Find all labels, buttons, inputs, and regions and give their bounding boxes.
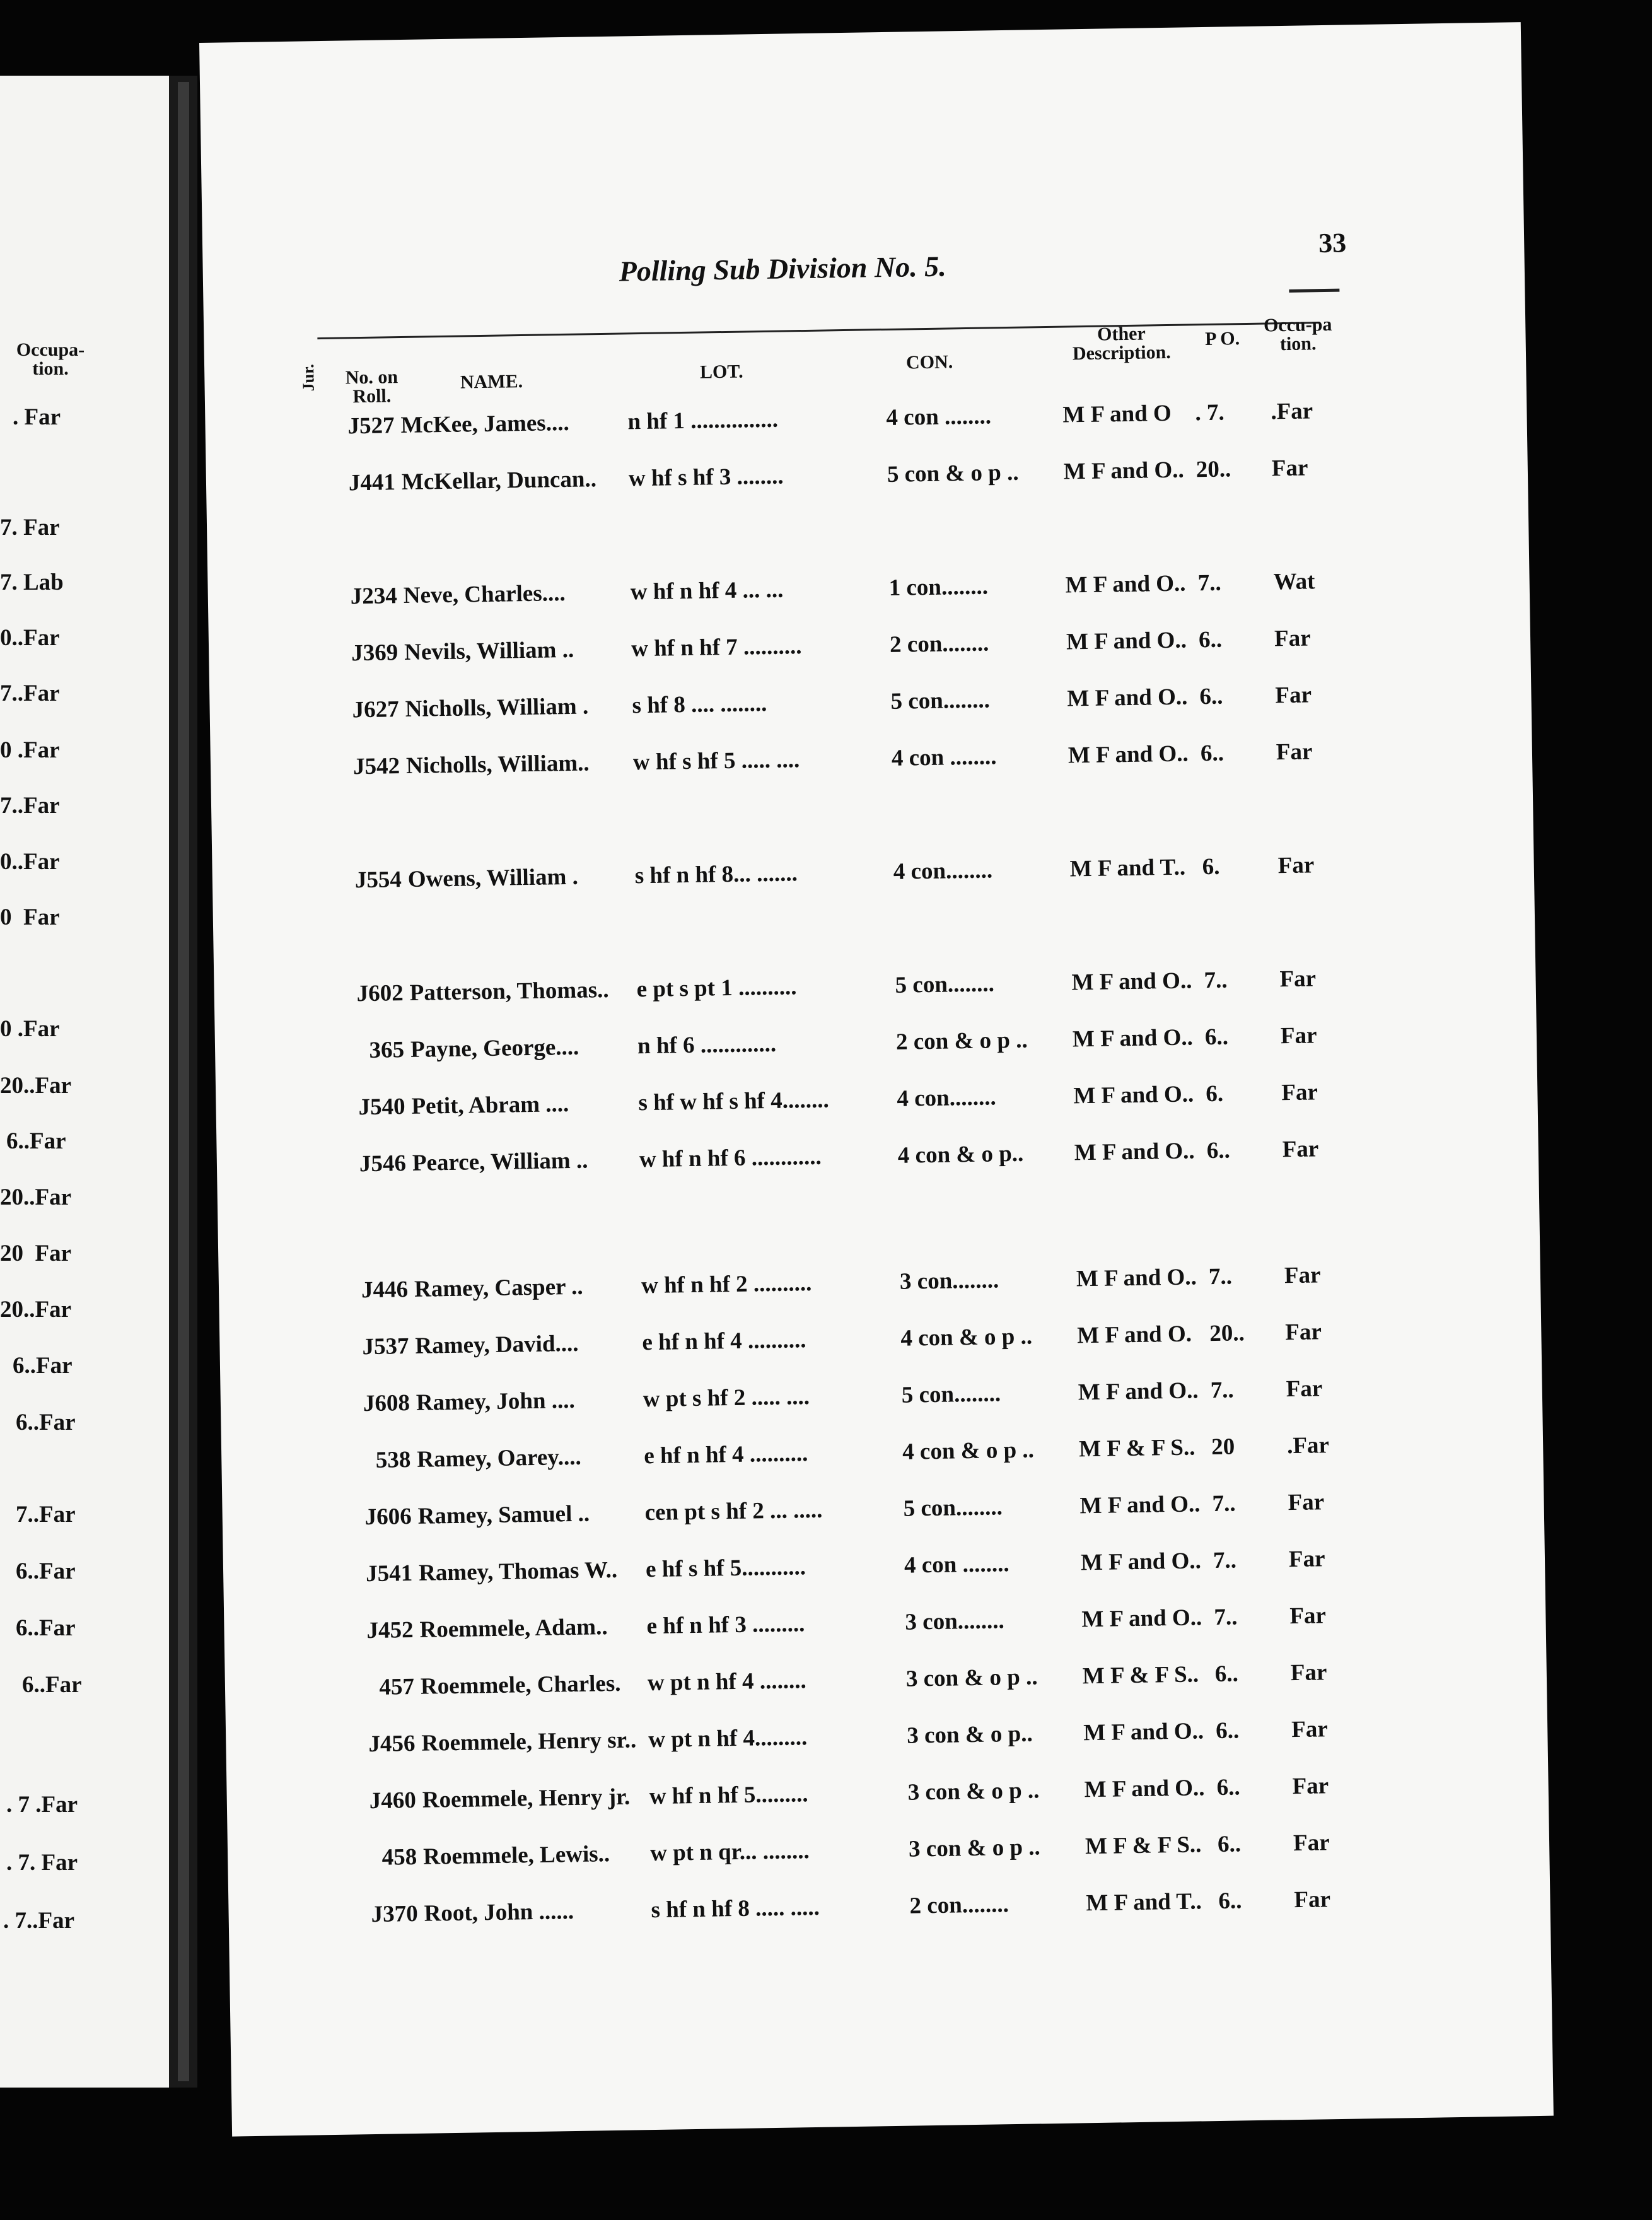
occupation: Far [1292,1773,1329,1800]
occupation: Wat [1273,568,1315,595]
left-occupation-item: . 7. Far [6,1850,78,1876]
header-rule-short [1289,289,1339,293]
voter-row [222,1487,1408,1538]
concession: 3 con & o p.. [906,1721,1033,1749]
post-office: 7.. [1204,967,1228,994]
lot: s hf n hf 8 ..... ..... [651,1894,820,1924]
post-office: 20.. [1209,1320,1245,1347]
voter-name: Root, John ...... [424,1898,574,1927]
other-description: M F and O.. [1073,1081,1194,1109]
roll-number: J441 [348,469,396,496]
post-office: 6.. [1200,740,1224,767]
left-occupation-item: 20 Far [0,1241,72,1266]
roll-number: J527 [347,412,395,440]
concession: 3 con & o p .. [908,1834,1041,1862]
left-occupation-item: 20..Far [0,1297,72,1323]
concession: 4 con & o p .. [902,1437,1035,1465]
left-occupation-item: . Far [13,404,61,430]
lot: e hf n hf 4 .......... [643,1440,808,1469]
other-description: M F and O [1062,400,1172,428]
lot: s hf n hf 8... ....... [634,860,798,889]
occupation: Far [1275,682,1312,709]
other-description: M F and O.. [1063,457,1184,485]
concession: 5 con........ [903,1494,1003,1522]
left-occupation-item: 6..Far [16,1615,76,1641]
roll-number: J452 [366,1616,414,1644]
voter-name: Ramey, Thomas W.. [418,1557,618,1586]
header-jur: Jur. [299,364,318,392]
occupation: Far [1274,625,1311,652]
post-office: 6.. [1216,1774,1240,1801]
other-description: M F and O.. [1074,1138,1195,1166]
left-occupation-item: 6..Far [22,1672,82,1698]
post-office: 6. [1206,1080,1224,1107]
concession: 2 con........ [889,630,989,658]
lot: w hf n hf 2 .......... [641,1270,812,1299]
lot: s hf w hf s hf 4........ [638,1087,829,1116]
concession: 3 con & o p .. [905,1664,1038,1692]
voter-row [208,566,1394,617]
voter-name: Nicholls, William.. [405,750,590,779]
post-office: 6.. [1204,1024,1229,1051]
voter-row [221,1374,1407,1424]
voter-name: Ramey, Oarey.... [417,1444,581,1473]
occupation: Far [1288,1546,1325,1573]
concession: 4 con ........ [886,403,992,431]
concession: 4 con........ [897,1084,996,1112]
occupation: Far [1276,739,1313,766]
other-description: M F and O.. [1080,1548,1202,1576]
left-occupation-item: 7..Far [16,1502,76,1528]
header-con: CON. [905,351,953,373]
post-office: . 7. [1195,399,1224,426]
other-description: M F and T.. [1069,854,1186,882]
occupation: Far [1291,1716,1329,1743]
occupation: .Far [1271,398,1313,425]
voter-row [219,1260,1405,1311]
voter-name: Ramey, Samuel .. [417,1500,590,1529]
main-page [199,22,1554,2137]
lot: w pt s hf 2 ..... .... [643,1384,810,1413]
lot: w hf n hf 4 ... ... [630,576,784,605]
voter-row [224,1601,1410,1651]
roll-number: 538 [375,1447,411,1473]
occupation: Far [1290,1659,1327,1686]
post-office: 7.. [1210,1377,1235,1404]
voter-row [215,1020,1401,1071]
roll-number: J370 [371,1900,418,1928]
post-office: 6.. [1215,1717,1240,1744]
lot: w pt n qr... ........ [649,1838,810,1867]
lot: e pt s pt 1 .......... [636,974,797,1003]
concession: 3 con & o p .. [907,1777,1040,1806]
concession: 2 con & o p .. [895,1027,1028,1055]
post-office: 6. [1202,853,1220,880]
post-office: 6.. [1206,1137,1231,1164]
voter-row [227,1771,1413,1821]
page-number: 33 [1318,227,1347,259]
lot: w hf s hf 3 ........ [628,463,784,492]
lot: e hf s hf 5........... [645,1554,806,1583]
voter-name: McKellar, Duncan.. [401,466,597,496]
roll-number: J234 [350,583,398,610]
roll-number: J542 [352,753,400,780]
lot: w hf n hf 6 ............ [639,1143,822,1173]
voter-row [219,1317,1405,1367]
post-office: 6.. [1217,1831,1242,1857]
post-office: 7.. [1208,1263,1233,1290]
voter-name: Payne, George.... [410,1034,579,1063]
concession: 4 con & o p .. [900,1323,1033,1352]
lot: w hf s hf 5 ..... .... [632,747,800,776]
voter-name: Ramey, Casper .. [414,1273,583,1302]
other-description: M F and O.. [1079,1491,1201,1519]
header-occupation: Occu-pa tion. [1263,313,1332,355]
left-occupation-item: 6..Far [16,1558,76,1584]
other-description: M F & F S.. [1082,1661,1199,1690]
voter-row [211,737,1397,787]
voter-row [228,1828,1414,1878]
header-no-on-roll: No. on Roll. [345,366,398,407]
lot: n hf 1 ............... [627,406,779,435]
post-office: 7.. [1214,1604,1238,1631]
occupation: Far [1285,1319,1322,1346]
voter-row [225,1657,1411,1708]
concession: 2 con........ [909,1891,1009,1919]
occupation: Far [1289,1603,1327,1630]
left-occupation-item: 7..Far [0,681,60,706]
concession: 5 con........ [901,1381,1001,1408]
other-description: M F and O.. [1076,1264,1197,1292]
left-occupation-item: 7. Far [0,515,60,540]
roll-number: J546 [359,1150,407,1177]
post-office: 6.. [1218,1888,1242,1914]
header-po: P O. [1204,328,1240,350]
occupation: Far [1271,455,1308,482]
roll-number: J456 [368,1730,416,1758]
voter-name: Owens, William . [407,863,579,892]
left-occupation-item: 6..Far [13,1353,73,1379]
left-occupation-item: 6..Far [16,1410,76,1435]
post-office: 7.. [1197,570,1221,597]
other-description: M F and O.. [1084,1775,1205,1803]
left-occupation-header: Occupa- tion. [16,339,85,379]
concession: 1 con........ [888,573,989,601]
occupation: Far [1277,852,1315,879]
page-title: Polling Sub Division No. 5. [619,250,946,288]
lot: cen pt s hf 2 ... ..... [644,1497,823,1526]
concession: 4 con ........ [891,744,997,771]
roll-number: J602 [356,980,404,1007]
header-name: NAME. [460,371,523,393]
concession: 5 con........ [895,971,995,998]
roll-number: J554 [354,867,402,894]
other-description: M F and O.. [1067,684,1188,712]
occupation: Far [1279,966,1317,993]
other-description: M F and O.. [1072,1024,1194,1053]
voter-name: Patterson, Thomas.. [409,976,609,1006]
post-office: 6.. [1214,1661,1239,1688]
lot: s hf 8 .... ........ [632,690,767,719]
voter-name: Roemmele, Henry sr.. [421,1727,637,1756]
voter-row [221,1430,1407,1481]
occupation: Far [1281,1079,1318,1106]
concession: 5 con........ [890,687,991,715]
concession: 3 con........ [899,1267,999,1295]
other-description: M F and O. [1077,1321,1192,1349]
voter-name: Ramey, David.... [415,1330,579,1359]
other-description: M F and O.. [1083,1718,1204,1746]
left-occupation-item: 0 Far [0,904,60,930]
other-description: M F and O.. [1065,570,1186,599]
concession: 5 con & o p .. [887,459,1019,488]
lot: n hf 6 ............. [637,1031,777,1060]
lot: e hf n hf 3 ......... [646,1611,805,1640]
occupation: .Far [1286,1432,1330,1459]
occupation: Far [1286,1376,1323,1403]
left-occupation-item: 0 .Far [0,1016,60,1042]
voter-row [216,1077,1402,1128]
left-occupation-item: 20..Far [0,1073,72,1099]
voter-name: Roemmele, Lewis.. [422,1841,610,1870]
left-occupation-item: 0..Far [0,849,60,875]
voter-name: Roemmele, Adam.. [419,1614,608,1643]
gutter-shadow [178,82,189,2081]
voter-row [212,850,1399,901]
occupation: Far [1282,1136,1319,1163]
voter-name: McKee, James.... [400,409,569,439]
occupation: Far [1284,1262,1321,1289]
voter-row [209,680,1395,730]
other-description: M F and O.. [1071,967,1192,996]
voter-name: Petit, Abram .... [411,1091,569,1119]
roll-number: J369 [351,640,398,667]
other-description: M F & F S.. [1085,1832,1202,1860]
roll-number: J627 [352,696,399,723]
roll-number: J446 [361,1276,409,1304]
roll-number: 458 [381,1843,417,1871]
lot: w hf n hf 7 .......... [631,633,802,662]
left-occupation-item: 20..Far [0,1184,72,1210]
roll-number: J541 [365,1560,413,1587]
header-description: Other Description. [1072,323,1172,365]
lot: w pt n hf 4 ........ [647,1668,807,1697]
left-occupation-item: 0 .Far [0,737,60,763]
voter-row [217,1134,1403,1184]
concession: 3 con........ [905,1608,1005,1635]
occupation: Far [1293,1830,1330,1857]
post-office: 6.. [1198,626,1223,653]
other-description: M F & F S.. [1078,1434,1195,1463]
roll-number: J540 [358,1094,405,1121]
voter-name: Nevils, William .. [404,636,574,666]
other-description: M F and T.. [1086,1888,1202,1917]
post-office: 20.. [1195,456,1231,483]
post-office: 7.. [1212,1490,1236,1517]
voter-row [209,623,1395,674]
post-office: 6.. [1199,683,1223,710]
voter-row [226,1714,1412,1765]
left-occupation-item: 0..Far [0,625,60,651]
voter-name: Ramey, John .... [416,1387,576,1416]
voter-name: Roemmele, Charles. [420,1670,621,1700]
roll-number: J537 [362,1333,409,1360]
other-description: M F and O.. [1067,740,1189,769]
occupation: Far [1288,1489,1325,1516]
left-occupation-item: . 7..Far [3,1908,75,1934]
other-description: M F and O.. [1066,627,1187,655]
voter-row [228,1884,1414,1935]
left-facing-page [0,76,169,2088]
voter-name: Neve, Charles.... [403,580,566,609]
roll-number: J606 [364,1504,412,1531]
roll-number: J608 [363,1390,410,1417]
voter-name: Pearce, William .. [412,1147,588,1176]
occupation: Far [1280,1022,1317,1049]
lot: w hf n hf 5......... [649,1781,808,1810]
lot: w pt n hf 4......... [648,1724,808,1753]
left-occupation-item: . 7 .Far [6,1792,78,1818]
left-occupation-item: 7..Far [0,793,60,819]
roll-number: 457 [379,1673,415,1700]
voter-row [214,964,1400,1014]
lot: e hf n hf 4 .......... [642,1327,806,1356]
concession: 4 con........ [893,857,993,885]
concession: 4 con ........ [904,1551,1009,1579]
left-occupation-item: 6..Far [6,1128,66,1154]
roll-number: J460 [369,1787,417,1814]
other-description: M F and O.. [1081,1604,1202,1633]
roll-number: 365 [369,1037,405,1063]
header-lot: LOT. [699,361,743,383]
left-occupation-item: 7. Lab [0,570,64,595]
other-description: M F and O.. [1078,1377,1199,1406]
voter-row [223,1544,1409,1594]
concession: 4 con & o p.. [897,1140,1024,1169]
post-office: 7.. [1213,1547,1237,1574]
voter-row [206,453,1392,503]
occupation: Far [1294,1886,1331,1913]
post-office: 20 [1211,1434,1235,1461]
voter-name: Roemmele, Henry jr. [422,1784,631,1813]
voter-name: Nicholls, William . [405,693,589,722]
